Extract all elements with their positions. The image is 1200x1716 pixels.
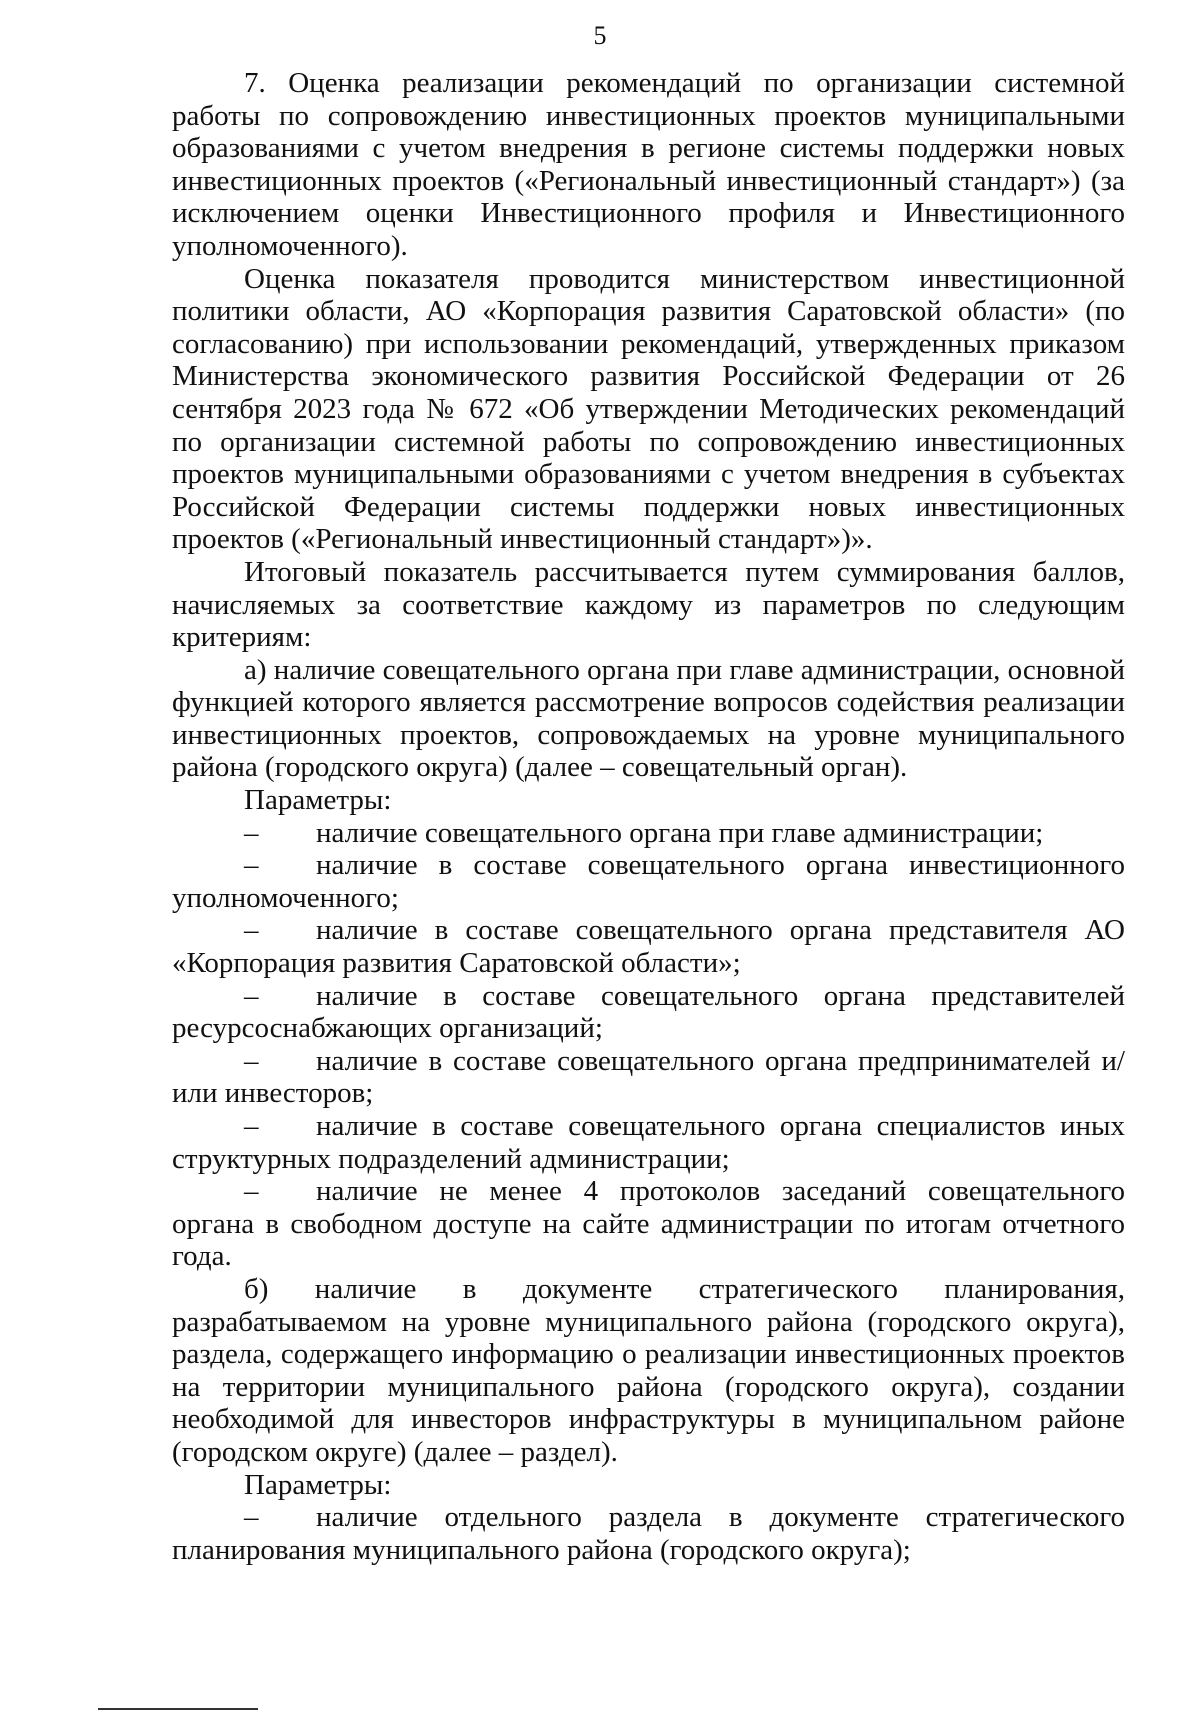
list-item (172, 817, 1125, 850)
dash-marker: – (244, 1110, 259, 1142)
list-item-text: наличие в составе совещательного органа представителя АО «Корпорация развития Саратовской области»; (172, 914, 1125, 980)
list-item (172, 1045, 1125, 1110)
list-item-text: наличие в составе совещательного органа предпринимателей и/или инвесторов; (172, 1044, 1125, 1110)
dash-marker: – (244, 1501, 259, 1534)
list-item (172, 1175, 1125, 1273)
criterion-b-params-label: Параметры: (244, 1468, 392, 1501)
document-body (172, 67, 1125, 1566)
dash-marker: – (244, 1175, 259, 1208)
list-item (172, 1110, 1125, 1175)
dash-marker: – (244, 914, 259, 947)
assessment-paragraph: Оценка показателя проводится министерством инвестиционной политики области, АО «Корпорация развития Саратовской области» (по согласованию) при использовании рекомендаций, утвержденных приказом Министерства экономического развития Российской Федерации от 26 сентября 2023 года № 672 «Об утверждении Методических рекомендаций по организации системной работы по сопровождению инвестиционных проектов муниципальными образованиями с учетом внедрения в субъектах Российской Федерации системы поддержки новых инвестиционных проектов («Региональный инвестиционный стандарт»)». (172, 262, 1125, 556)
list-item-text: наличие совещательного органа при главе администрации; (316, 816, 1044, 849)
list-item (172, 914, 1125, 979)
list-item-text: наличие не менее 4 протоколов заседаний совещательного органа в свободном доступе на сайте администрации по итогам отчетного года. (172, 1175, 1125, 1273)
page-number: 5 (593, 21, 607, 50)
list-item-text: наличие в составе совещательного органа представителей ресурсоснабжающих организаций; (172, 979, 1125, 1045)
dash-marker: – (244, 849, 259, 882)
list-item (172, 980, 1125, 1045)
list-item (172, 1501, 1125, 1566)
criterion-b-paragraph: б) наличие в документе стратегического планирования, разрабатываемом на уровне муниципального района (городского округа), раздела, содержащего информацию о реализации инвестиционных проектов на территории муниципального района (городского округа), создании необходимой для инвесторов инфраструктуры в муниципальном районе (городском округе) (далее – раздел). (172, 1272, 1125, 1468)
criterion-b-params-list (172, 1501, 1125, 1566)
section-7-heading: 7. Оценка реализации рекомендаций по организации системной работы по сопровождению инвестиционных проектов муниципальными образованиями с учетом внедрения в регионе системы поддержки новых инвестиционных проектов («Региональный инвестиционный стандарт») (за исключением оценки Инвестиционного профиля и Инвестиционного уполномоченного). (172, 67, 1125, 262)
list-item-text: наличие в составе совещательного органа специалистов иных структурных подразделений администрации; (172, 1110, 1125, 1175)
footer-rule (98, 1708, 258, 1710)
list-item (172, 849, 1125, 914)
criterion-a-paragraph: а) наличие совещательного органа при главе администрации, основной функцией которого является рассмотрение вопросов содействия реализации инвестиционных проектов, сопровождаемых на уровне муниципального района (городского округа) (далее – совещательный орган). (172, 653, 1125, 784)
dash-marker: – (244, 816, 259, 849)
dash-marker: – (244, 979, 259, 1012)
dash-marker: – (244, 1044, 259, 1077)
list-item-text: наличие отдельного раздела в документе стратегического планирования муниципального района (городского округа); (172, 1501, 1125, 1566)
criterion-a-params-label: Параметры: (244, 784, 392, 817)
total-indicator-paragraph: Итоговый показатель рассчитывается путем суммирования баллов, начисляемых за соответствие каждому из параметров по следующим критериям: (172, 555, 1125, 654)
criterion-a-params-list (172, 817, 1125, 1273)
list-item-text: наличие в составе совещательного органа инвестиционного уполномоченного; (172, 849, 1125, 914)
